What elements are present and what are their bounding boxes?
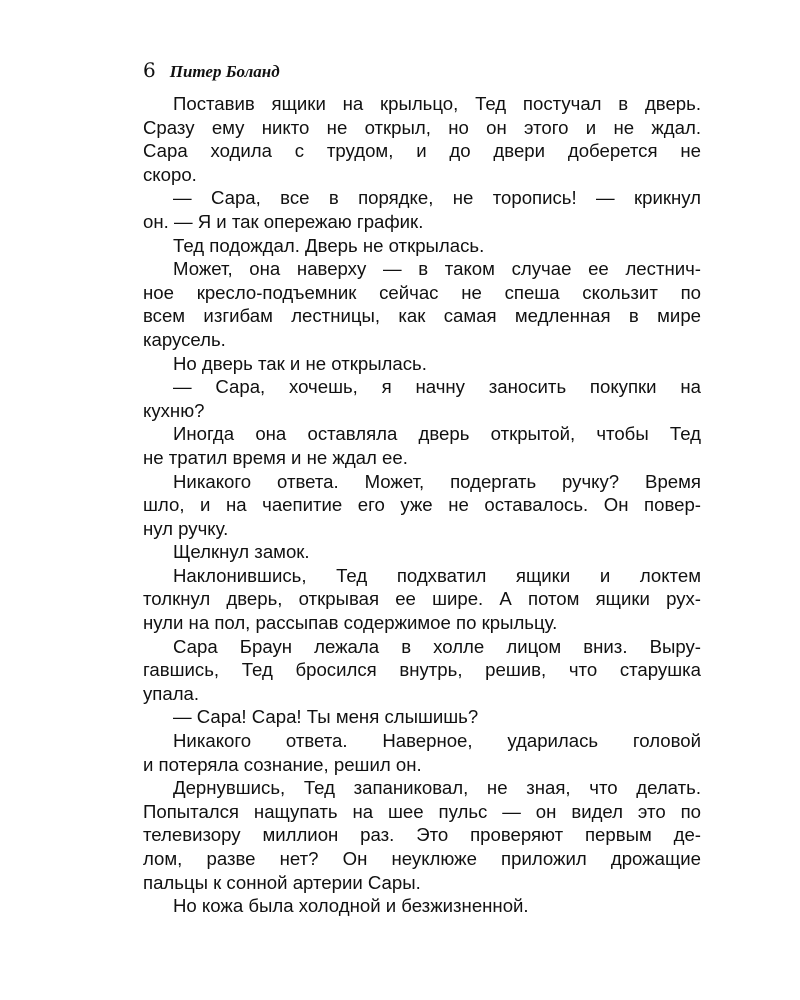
text-line: — Сара, хочешь, я начну заносить покупки на	[173, 376, 701, 398]
text-line: кухню?	[143, 399, 205, 421]
text-line: упала.	[143, 682, 200, 704]
paragraph	[143, 705, 701, 729]
text-line: и потеряла сознание, решил он.	[143, 753, 422, 775]
text-line: Сара Браун лежала в холле лицом вниз. Выру-	[173, 635, 701, 657]
text-line: он. — Я и так опережаю график.	[143, 210, 424, 232]
running-head	[143, 58, 701, 92]
text-line: Но кожа была холодной и безжизненной.	[173, 895, 529, 917]
text-line: лом, разве нет? Он неуклюже приложил дрожащие	[143, 848, 701, 869]
text-line: Сразу ему никто не открыл, но он этого и не ждал.	[143, 116, 701, 138]
text-line: пальцы к сонной артерии Сары.	[143, 871, 421, 893]
text-line: телевизору миллион раз. Это проверяют первым де-	[143, 824, 701, 846]
paragraph	[143, 564, 701, 635]
page-number: 6	[143, 58, 156, 82]
paragraph	[143, 186, 701, 233]
paragraph	[143, 92, 701, 186]
text-line: Но дверь так и не открылась.	[173, 352, 427, 374]
text-line: Иногда она оставляла дверь открытой, чтобы Тед	[173, 423, 701, 445]
text-line: ное кресло-подъемник сейчас не спеша скользит по	[143, 281, 701, 303]
text-line: Может, она наверху — в таком случае ее лестнич-	[173, 258, 701, 280]
running-title: Питер Боланд	[169, 62, 280, 81]
text-line: не тратил время и не ждал ее.	[143, 446, 408, 468]
paragraph	[143, 894, 701, 918]
paragraph	[143, 422, 701, 469]
text-line: Наклонившись, Тед подхватил ящики и локтем	[173, 564, 701, 586]
paragraph	[143, 257, 701, 351]
paragraph	[143, 234, 701, 258]
text-line: всем изгибам лестницы, как самая медленная в мире	[143, 305, 701, 327]
paragraph	[143, 540, 701, 564]
text-line: нули на пол, рассыпав содержимое по крыльцу.	[143, 612, 558, 634]
text-line: карусель.	[143, 328, 226, 350]
text-line: Сара ходила с трудом, и до двери доберется не	[143, 140, 701, 162]
text-line: гавшись, Тед бросился внутрь, решив, что старушка	[143, 659, 701, 681]
text-line: шло, и на чаепитие его уже не оставалось. Он повер-	[143, 494, 701, 516]
paragraph	[143, 352, 701, 376]
paragraph	[143, 375, 701, 422]
text-line: — Сара! Сара! Ты меня слышишь?	[173, 706, 479, 728]
body-text	[143, 92, 701, 918]
text-line: — Сара, все в порядке, не торопись! — крикнул	[173, 187, 701, 209]
text-line: Никакого ответа. Может, подергать ручку? Время	[173, 470, 701, 492]
text-line: Никакого ответа. Наверное, ударилась головой	[173, 730, 701, 752]
book-page	[143, 58, 701, 918]
text-line: Дернувшись, Тед запаниковал, не зная, что делать.	[173, 777, 701, 799]
text-line: скоро.	[143, 163, 197, 185]
text-line: толкнул дверь, открывая ее шире. А потом ящики рух-	[143, 588, 701, 610]
paragraph	[143, 776, 701, 894]
paragraph	[143, 470, 701, 541]
text-line: нул ручку.	[143, 517, 229, 539]
paragraph	[143, 635, 701, 706]
text-line: Тед подождал. Дверь не открылась.	[173, 234, 485, 256]
paragraph	[143, 729, 701, 776]
text-line: Щелкнул замок.	[173, 541, 310, 563]
text-line: Попытался нащупать на шее пульс — он видел это по	[143, 800, 701, 822]
text-line: Поставив ящики на крыльцо, Тед постучал в дверь.	[173, 93, 701, 114]
